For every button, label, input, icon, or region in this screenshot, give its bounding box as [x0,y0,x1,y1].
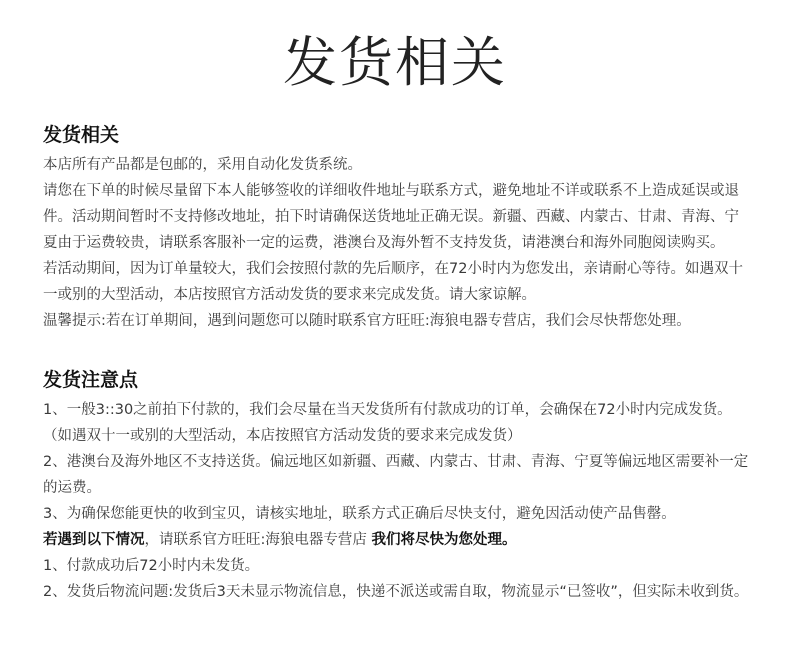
note-item: 3、为确保您能更快的收到宝贝，请核实地址，联系方式正确后尽快支付，避免因活动使产品售罄。 [43,506,676,522]
contact-notice [43,527,752,553]
notice-bold-lead: 若遇到以下情况 [43,532,145,548]
case-item: 2、发货后物流问题:发货后3天未显示物流信息，快递不派送或需自取，物流显示“已签收”，但实际未收到货。 [43,584,749,600]
policy-paragraph: 温馨提示:若在订单期间，遇到问题您可以随时联系官方旺旺:海狼电器专营店，我们会尽快帮您处理。 [43,313,691,329]
notice-middle: ，请联系官方旺旺:海狼电器专营店 [144,532,372,548]
note-item: 2、港澳台及海外地区不支持送货。偏远地区如新疆、西藏、内蒙古、甘肃、青海、宁夏等偏远地区需要补一定的运费。 [43,454,749,496]
case-item: 1、付款成功后72小时内未发货。 [43,558,260,574]
section-heading: 发货相关 [43,124,120,146]
policy-paragraph: 请您在下单的时候尽量留下本人能够签收的详细收件地址与联系方式，避免地址不详或联系不上造成延误或退件。活动期间暂时不支持修改地址，拍下时请确保送货地址正确无误。新疆、西藏、内蒙古、甘肃、青海、宁夏由于运费较贵，请联系客服补一定的运费，港澳台及海外暂不支持发货，请港澳台和海外同胞阅读购买。 [43,183,739,251]
notice-bold-tail: 我们将尽快为您处理。 [371,532,517,548]
banner-title: 发货相关 [283,31,507,94]
delivery-notes-section [43,367,752,605]
policy-paragraph: 本店所有产品都是包邮的，采用自动化发货系统。 [43,157,362,173]
note-item: 1、一般3::30之前拍下付款的，我们会尽量在当天发货所有付款成功的订单，会确保在72小时内完成发货。（如遇双十一或别的大型活动，本店按照官方活动发货的要求来完成发货） [43,402,732,444]
policy-paragraph: 若活动期间，因为订单量较大，我们会按照付款的先后顺序，在72小时内为您发出，亲请耐心等待。如遇双十一或别的大型活动，本店按照官方活动发货的要求来完成发货。请大家谅解。 [43,261,743,303]
delivery-section [43,122,752,334]
section-heading: 发货注意点 [43,369,139,391]
